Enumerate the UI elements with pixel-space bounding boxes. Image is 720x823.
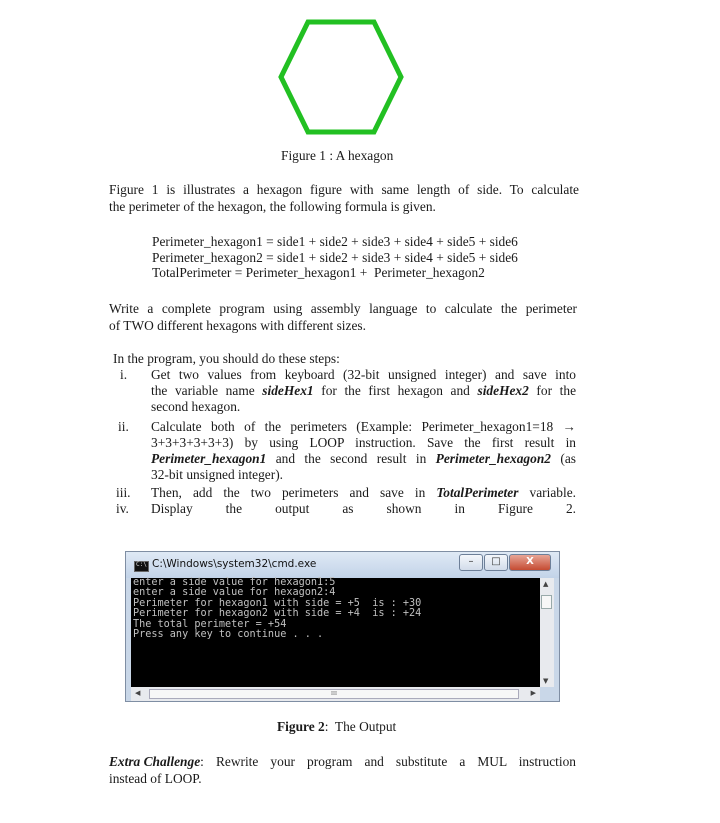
- var-sidehex1: sideHex1: [262, 383, 314, 398]
- console-line: Perimeter for hexagon2 with side = +4 is : +24: [133, 608, 422, 620]
- step-3-number: iii.: [116, 485, 131, 500]
- extra-line-1-text: : Rewrite your program and substitute a MUL instruction: [200, 754, 576, 769]
- task-line-2: of TWO different hexagons with different sizes.: [109, 317, 366, 333]
- scroll-right-icon[interactable]: ▶: [530, 689, 536, 697]
- cmd-titlebar: [126, 552, 559, 578]
- intro-paragraph: [109, 182, 579, 215]
- intro-line-1: Figure 1 is illustrates a hexagon figure with same length of side. To calculate: [109, 182, 579, 197]
- extra-challenge: [109, 754, 576, 787]
- vertical-scroll-thumb[interactable]: [541, 595, 552, 609]
- var-perimeter-hexagon2: Perimeter_hexagon2: [435, 451, 551, 466]
- step-1-text-c: for the: [528, 383, 577, 398]
- var-totalperimeter: TotalPerimeter: [436, 485, 519, 500]
- scroll-grip: III: [331, 691, 337, 697]
- scroll-left-icon[interactable]: ◀: [135, 689, 141, 697]
- step-4-text: Display the output as shown in Figure 2.: [151, 501, 576, 516]
- console-line: enter a side value for hexagon2:4: [133, 587, 336, 599]
- vertical-scrollbar[interactable]: [540, 578, 554, 687]
- step-1: [113, 367, 576, 415]
- extra-line-2: instead of LOOP.: [109, 770, 202, 786]
- step-1-text-b: for the first hexagon and: [313, 383, 478, 398]
- scroll-down-icon[interactable]: ▼: [543, 677, 549, 685]
- figure2-label: Figure 2: [277, 719, 325, 734]
- formula-block: [152, 234, 518, 281]
- figure1-caption: Figure 1 : A hexagon: [281, 148, 394, 163]
- var-sidehex2: sideHex2: [477, 383, 529, 398]
- maximize-button[interactable]: □: [484, 554, 508, 571]
- step-4: [113, 501, 576, 517]
- hexagon-figure: [275, 19, 407, 135]
- cmd-icon: [134, 561, 149, 572]
- formula-hexagon2: Perimeter_hexagon2 = side1 + side2 + side3 + side4 + side5 + side6: [152, 249, 518, 265]
- scroll-up-icon[interactable]: ▲: [543, 580, 549, 588]
- step-2-line-1: Calculate both of the perimeters (Example: Perimeter_hexagon1=18 →: [151, 419, 576, 434]
- cmd-window: [125, 551, 560, 702]
- figure2-caption-text: : The Output: [324, 719, 397, 734]
- window-controls: [458, 554, 551, 570]
- step-2-number: ii.: [118, 419, 129, 434]
- step-2-text-a: and the second result in: [266, 451, 436, 466]
- horizontal-scroll-thumb[interactable]: [149, 689, 519, 699]
- horizontal-scrollbar[interactable]: [131, 687, 540, 701]
- step-2-text-b: (as: [550, 451, 576, 466]
- step-1-number: i.: [120, 367, 128, 382]
- console-output: [131, 578, 540, 687]
- figure2-caption: [277, 719, 396, 735]
- minimize-button[interactable]: –: [459, 554, 483, 571]
- formula-hexagon1: Perimeter_hexagon1 = side1 + side2 + side3 + side4 + side5 + side6: [152, 234, 518, 249]
- steps-intro: In the program, you should do these steps:: [113, 351, 340, 366]
- console-line: enter a side value for hexagon1:5: [133, 577, 336, 588]
- step-1-text-a: the variable name: [151, 383, 263, 398]
- step-2: [113, 419, 576, 483]
- step-3-text-b: variable.: [518, 485, 576, 500]
- extra-label: Extra Challenge: [109, 754, 201, 769]
- step-2-line-3: [151, 451, 576, 467]
- task-paragraph: [109, 301, 577, 334]
- step-4-number: iv.: [116, 501, 129, 516]
- var-perimeter-hexagon1: Perimeter_hexagon1: [151, 451, 267, 466]
- console-line: The total perimeter = +54: [133, 618, 287, 630]
- console-line: Perimeter for hexagon1 with side = +5 is : +30: [133, 597, 422, 609]
- formula-total: TotalPerimeter = Perimeter_hexagon1 + Perimeter_hexagon2: [152, 265, 485, 280]
- console-line: Press any key to continue . . .: [133, 629, 324, 641]
- step-2-line-4: 32-bit unsigned integer).: [151, 467, 284, 482]
- extra-line-1: [109, 754, 576, 771]
- step-2-line-2: 3+3+3+3+3+3) by using LOOP instruction. Save the first result in: [151, 435, 576, 450]
- step-1-line-3: second hexagon.: [151, 399, 241, 414]
- step-3: [113, 485, 576, 501]
- close-button[interactable]: X: [509, 554, 551, 571]
- step-3-text-a: Then, add the two perimeters and save in: [151, 485, 437, 500]
- cmd-title: C:\Windows\system32\cmd.exe: [152, 558, 317, 570]
- task-line-1: Write a complete program using assembly language to calculate the perimeter: [109, 301, 577, 316]
- step-1-line-1: Get two values from keyboard (32-bit unsigned integer) and save into: [151, 367, 576, 382]
- hexagon-shape: [281, 22, 401, 132]
- step-1-line-2: [151, 383, 576, 399]
- intro-line-2: the perimeter of the hexagon, the following formula is given.: [109, 198, 436, 214]
